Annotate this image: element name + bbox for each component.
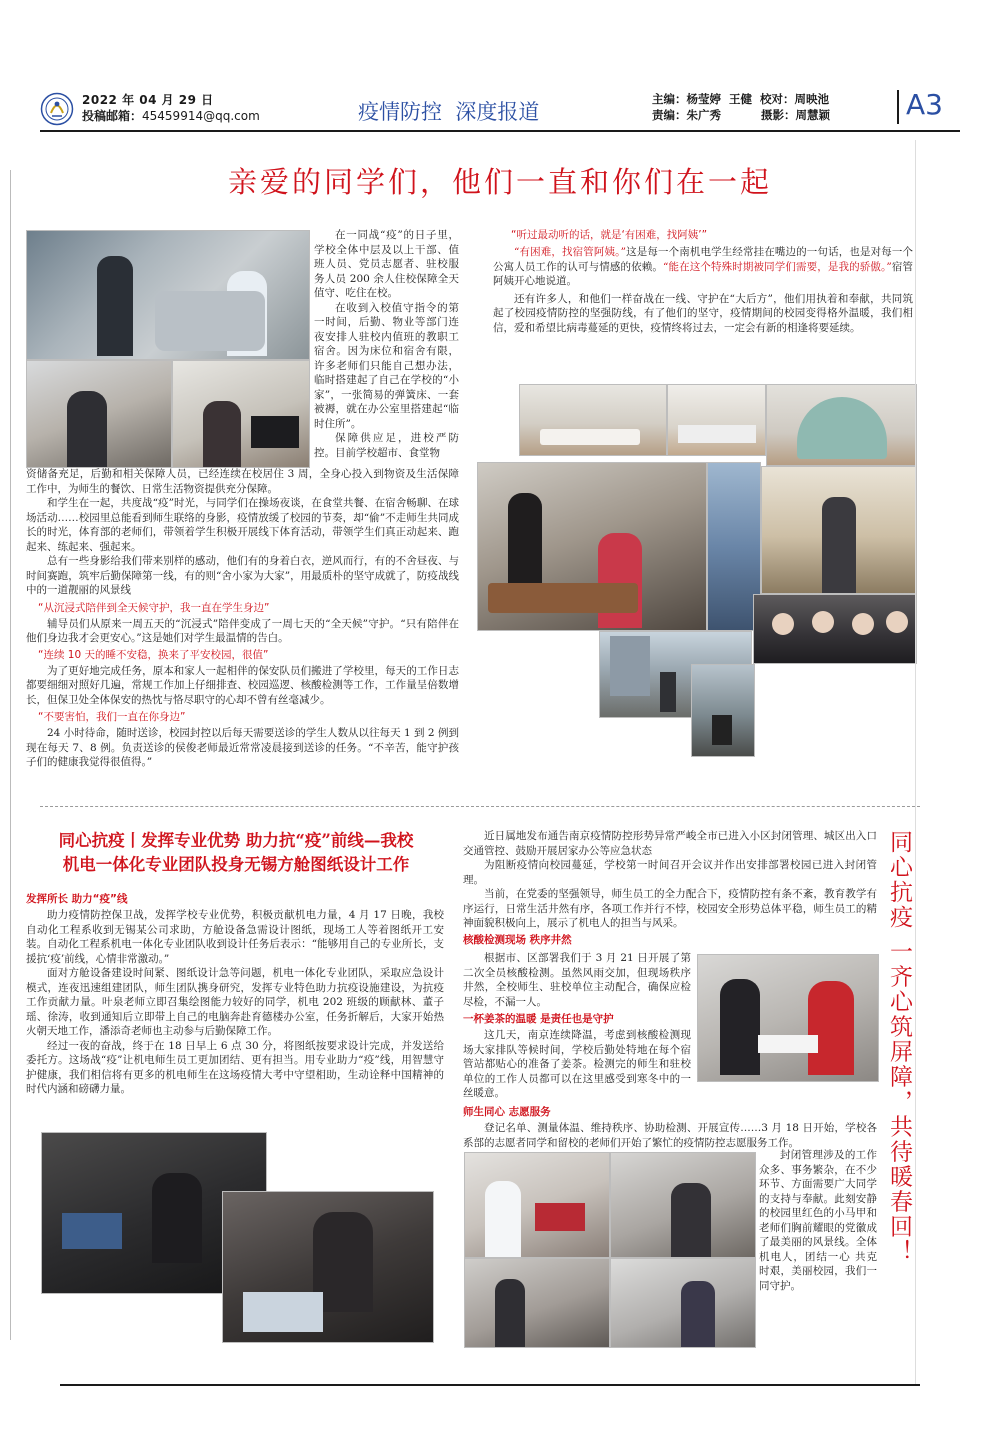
article1-intro (314, 228, 459, 460)
photo-dorm-beds (519, 384, 667, 456)
article1-right-column (493, 228, 913, 335)
article3-testing (463, 951, 691, 1101)
article2-body (26, 892, 444, 1097)
article3-para7: 封闭管理涉及的工作众多、事务繁杂，在不少环节、方面需要广大同学的支持与奉献。此刻安静的校园里红色的小马甲和老师们胸前耀眼的党徽成了最美丽的风景线。全体机电人，团结一心 共克时艰，美丽校园，我们一同守护。 (759, 1149, 877, 1292)
photo-drawing-work (222, 1191, 434, 1343)
issue-date: 2022 年 04 月 29 日 (82, 93, 214, 107)
article1-sub1: “从沉浸式陪伴到全天候守护，我一直在学生身边” (38, 601, 270, 614)
article3-para4: 根据市、区部署我们于 3 月 21 日开展了第二次全员核酸检测。虽然风雨交加，但现场秩序井然，全校师生、驻校单位主动配合，确保应检尽检，不漏一人。 (463, 952, 691, 1008)
article1-sub2: “连续 10 天的睡不安稳，换来了平安校园，很值” (38, 648, 269, 661)
email-label: 投稿邮箱： (82, 109, 143, 123)
photo-canteen (477, 462, 707, 631)
article2-title-line2: 机电一体化专业团队投身无锡方舱图纸设计工作 (62, 855, 410, 874)
article1-body (26, 467, 459, 770)
right-margin-rule (915, 140, 916, 1385)
article1-para9 (493, 245, 913, 289)
article3-intro (463, 829, 877, 949)
dorm-quote: “有困难，找宿管阿姨。” (514, 246, 626, 258)
article1-para3a: 保障供应足，进校严防控。目前学校超市、食堂物 (314, 432, 459, 459)
photo-volunteer-station (464, 1152, 610, 1258)
article1-title: 亲爱的同学们，他们一直和你们在一起 (227, 165, 772, 199)
article3-sub3: 师生同心 志愿服务 (463, 1106, 551, 1118)
article3-para1: 近日属地发布通告南京疫情防控形势异常严峻全市已进入小区封闭管理、城区出入口交通管控、鼓励开展居家办公等应急状态 (463, 830, 877, 857)
page-divider (897, 90, 899, 124)
article1-para3b: 资储备充足，后勤和相关保障人员，已经连续在校居住 3 周，全身心投入到物资及生活保障工作中，为师生的餐饮、日常生活物资提供充分保障。 (26, 468, 459, 495)
article1-para1: 在一同战“疫”的日子里，学校全体中层及以上干部、值班人员、党员志愿者、驻校服务人员 200 余人住校保障全天值守、吃住在校。 (314, 229, 459, 299)
editor-credits-2: 责编：朱广秀 摄影：周慧颖 (652, 108, 831, 122)
article1-sub4: “听过最动听的话，就是‘有困难，找阿姨’” (511, 229, 708, 241)
article2-title (26, 829, 446, 877)
article1-para10: 还有许多人，和他们一样奋战在一线、守护在“大后方”，他们用执着和奉献，共同筑起了校园疫情防控的坚强防线，有了他们的坚守，疫情期间的校园变得格外温暖，我们相信，爱和希望比病毒蔓延的更快，疫情终将过去，一定会有新的相逢将要延续。 (493, 292, 913, 334)
submission-email (82, 107, 260, 124)
vertical-slogan: 同心抗疫 一齐心筑屏障，共待暖春回！ (886, 830, 912, 1265)
photo-volunteer-register (610, 1152, 756, 1258)
editor-credits-1: 主编：杨莹婷 王健 校对：周映池 (652, 92, 830, 106)
section-separator (40, 806, 920, 807)
article2-para1: 助力疫情防控保卫战，发挥学校专业优势，积极贡献机电力量，4 月 17 日晚，我校自动化工程系收到无锡某公司求助，方舱设备急需设计图纸，现场工人等着图纸开工安装。自动化工程系机电一体化专业团队收到设计任务后表示：“能够用自己的专业所长，支援抗‘疫’前线，心情非常激动。” (26, 909, 444, 965)
article3-para3: 当前，在党委的坚强领导，师生员工的全力配合下，疫情防控有条不紊，教育教学有序运行，日常生活井然有序，各项工作并行不悖，校园安全形势总体平稳，师生员工的精神面貌积极向上，展示了机电人的担当与风采。 (463, 888, 877, 929)
article3-sub2: 一杯姜茶的温暖 是责任也是守护 (463, 1013, 614, 1025)
photo-campus-road (691, 664, 755, 757)
article1-para4: 和学生在一起，共度战“疫”时光，与同学们在操场夜谈，在食堂共餐、在宿舍畅聊、在球场活动……校园里总能看到师生联络的身影，疫情放缓了校园的节奏，却“偷”不走师生共同成长的时光，体育部的老师们，带领着学生积极开展线下体育活动，带领学生们真正动起来、跑起来、练起来、强起来。 (26, 497, 459, 553)
article3-para5: 这几天，南京连续降温，考虑到核酸检测现场大家排队等候时间，学校后勤处特地在每个宿管站都贴心的准备了姜茶。检测完的师生和驻校单位的工作人员都可以在这里感受到寒冬中的一丝暖意。 (463, 1029, 691, 1099)
page-code: A3 (906, 88, 943, 121)
dorm-quote-end: 宿管阿姨开心地说道。 (493, 260, 913, 287)
photo-office-beds (667, 384, 766, 456)
photo-office-staff (26, 360, 172, 468)
school-logo-icon (40, 92, 74, 126)
article2-para3: 经过一夜的奋战，终于在 18 日早上 6 点 30 分，将图纸按要求设计完成，并发送给委托方。这场战“疫”让机电师生员工更加团结、更有担当。用专业助力“疫”线，用智慧守护健康，我们相信将有更多的机电师生在这场疫情大考中守望相助，生动诠释中国精神的时代内涵和磅礴力量。 (26, 1039, 444, 1095)
article3-sub1: 核酸检测现场 秩序井然 (463, 933, 572, 946)
left-margin-rule (10, 170, 11, 1340)
article2-sub1: 发挥所长 助力“疫”线 (26, 893, 128, 905)
photo-nucleic-test (697, 954, 879, 1082)
photo-desk-work (172, 360, 310, 468)
article3-volunteer (463, 1105, 877, 1150)
article1-sub3: “不要害怕，我们一直在你身边” (38, 711, 186, 723)
photo-tent (766, 384, 917, 466)
article1-para7: 为了更好地完成任务，原本和家人一起相伴的保安队员们搬进了学校里，每天的工作日志都要细细对照好几遍，常规工作加上仔细排查、校园巡逻、核酸检测等工作，工作量呈倍数增长，但保卫处全体保安的热忱与恪尽职守的心却不曾有丝毫减少。 (26, 664, 459, 706)
dorm-quote-2: “能在这个特殊时期被同学们需要，是我的骄傲。” (663, 260, 892, 273)
photo-staff-at-gate (26, 230, 310, 360)
photo-volunteer-queue (464, 1258, 610, 1348)
article1-para2: 在收到入校值守指令的第一时间，后勤、物业等部门连夜安排人驻校内值班的教职工宿舍。因为床位和宿舍有限，许多老师们只能自己想办法，临时搭建起了自己在学校的“小家”，一张简易的弹簧床、一套被褥，就在办公室里搭建起“临时住所”。 (314, 301, 459, 430)
photo-students-group (753, 594, 917, 664)
article1-para5: 总有一些身影给我们带来别样的感动，他们有的身着白衣，逆风而行，有的不舍昼夜、与时间赛跑，筑牢后勤保障第一线，有的则“舍小家为大家”，用最质朴的坚守成就了，防疫战线中的一道靓丽的风景线 (26, 555, 459, 596)
photo-volunteer-check (610, 1258, 756, 1348)
email-address: 45459914@qq.com (142, 109, 260, 123)
footer-rule (60, 1384, 920, 1386)
article1-para8: 24 小时待命，随时送诊，校园封控以后每天需要送诊的学生人数从以往每天 1 到 2 例到现在每天 7、8 例。负责送诊的侯俊老师最近常常凌晨接到送诊的任务。“不辛苦，能守护孩子们的健康我觉得很值得。” (26, 727, 459, 768)
header-rule (40, 130, 960, 132)
section-title: 疫情防控 深度报道 (358, 100, 540, 124)
article2-title-line1: 同心抗疫丨发挥专业优势 助力抗“疫”前线—我校 (58, 831, 414, 850)
article3-closing (759, 1148, 877, 1293)
article3-para2: 为阻断疫情向校园蔓延，学校第一时间召开会议并作出安排部署校园已进入封闭管理。 (463, 859, 877, 886)
article1-para6: 辅导员们从原来一周五天的“沉浸式”陪伴变成了一周七天的“全天候”守护。“只有陪伴在他们身边我才会更安心。”这是她们对学生最温情的告白。 (26, 617, 459, 644)
article3-para6: 登记名单、测量体温、维持秩序、协助检测、开展宣传……3 月 18 日开始，学校各系部的志愿者同学和留校的老师们开始了繁忙的疫情防控志愿服务工作。 (463, 1122, 877, 1149)
photo-dorm-corridor (761, 466, 917, 594)
article2-para2: 面对方舱设备建设时间紧、图纸设计急等问题，机电一体化专业团队，采取应急设计模式，连夜迅速组建团队，师生团队携身研究，发挥专业特色助力抗疫设施建设，为抗疫工作贡献力量。叶泉老师立即召集绘图能力较好的同学，机电 202 班级的顾献林、董子瑶、徐涛，收到通知后立即带上自己的电脑奔赴育德楼办公室，任务折解后，大家开始热火朝天地工作，潘添奇老师也主动参与后勤保障工作。 (26, 967, 444, 1037)
dorm-quote-mid: 这是每一个南机电学生经常挂在嘴边的一句话，也是对每一个公寓人员工作的认可与情感的依赖。 (493, 246, 913, 273)
